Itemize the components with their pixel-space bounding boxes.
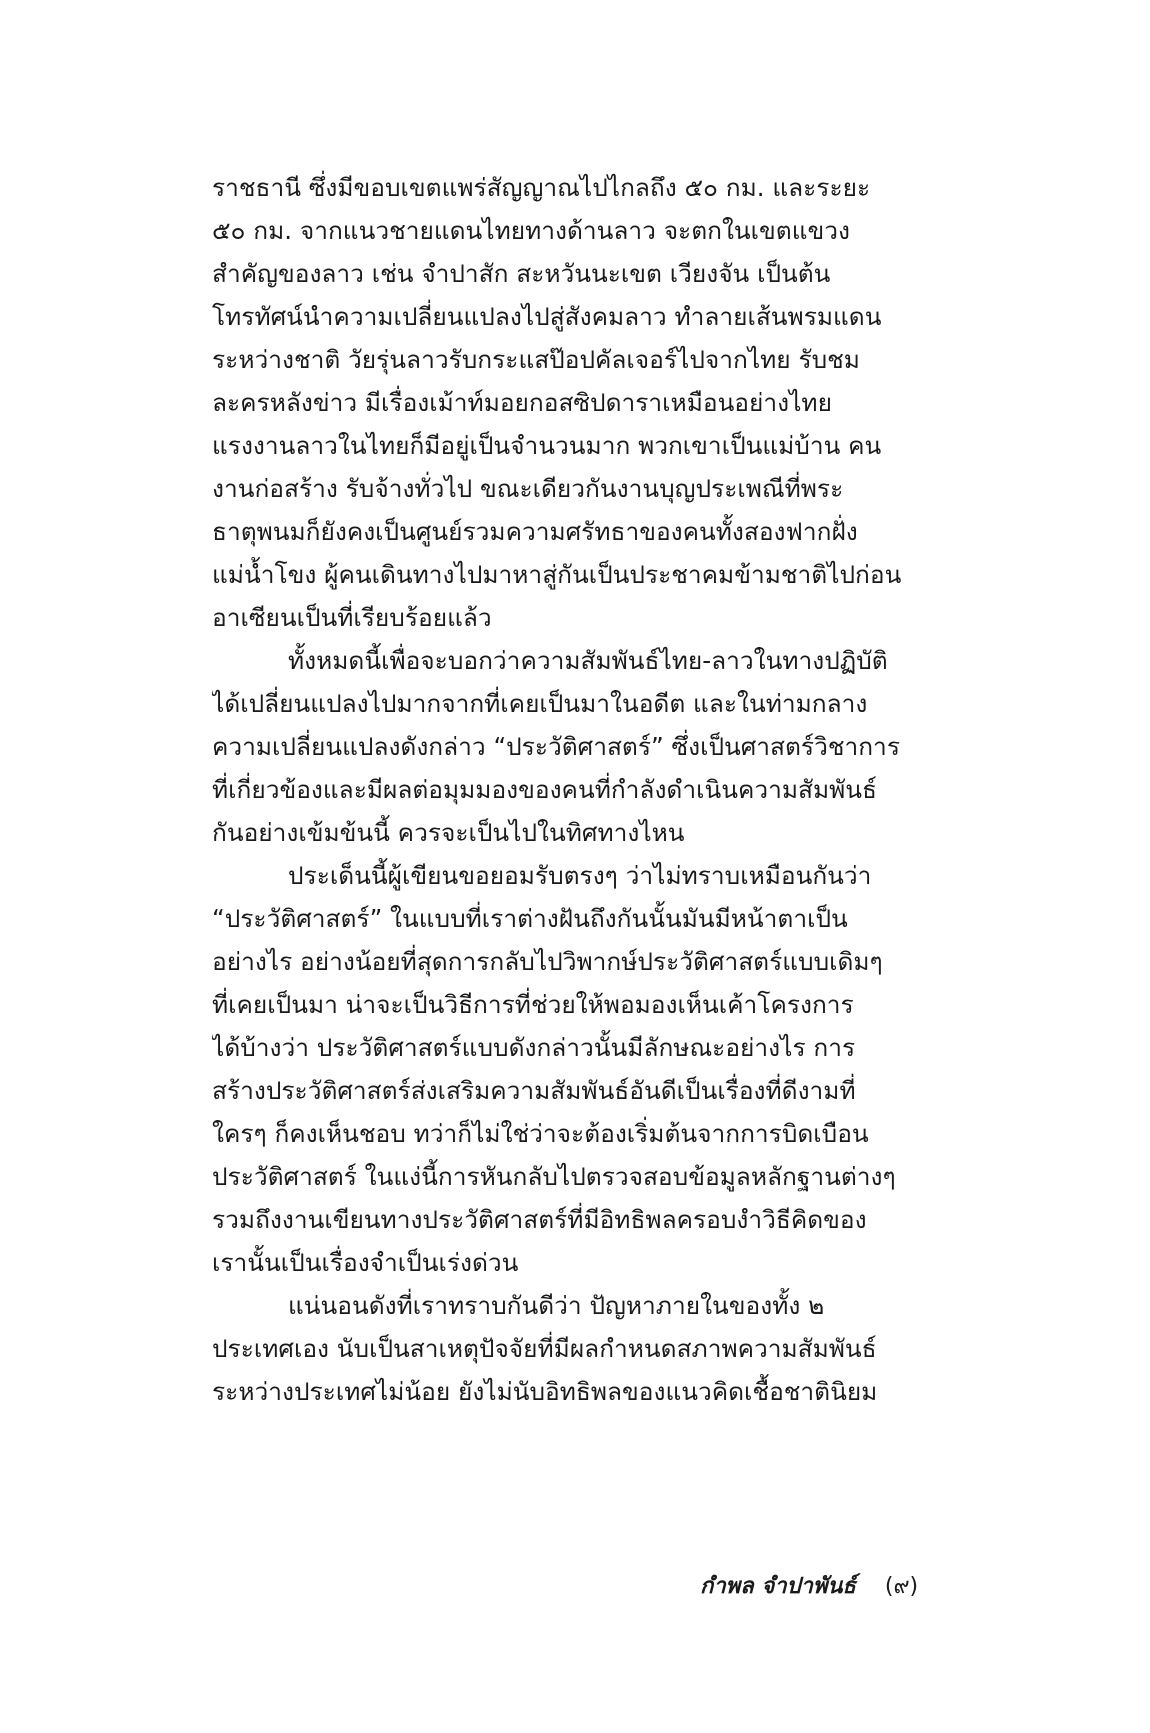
text-line: เรานั้นเป็นเรื่องจำเป็นเร่งด่วน [212,1248,519,1277]
text-line: แรงงานลาวในไทยก็มีอยู่เป็นจำนวนมาก พวกเขาเป็นแม่บ้าน คน [212,431,882,460]
text-line: ประเทศเอง นับเป็นสาเหตุปัจจัยที่มีผลกำหนดสภาพความสัมพันธ์ [212,1334,877,1363]
text-line: งานก่อสร้าง รับจ้างทั่วไป ขณะเดียวกันงานบุญประเพณีที่พระ [212,474,844,503]
body-text [212,166,974,1413]
text-line: ประเด็นนี้ผู้เขียนขอยอมรับตรงๆ ว่าไม่ทราบเหมือนกันว่า [288,861,872,890]
text-line: กันอย่างเข้มข้นนี้ ควรจะเป็นไปในทิศทางไหน [212,818,685,847]
text-line: แน่นอนดังที่เราทราบกันดีว่า ปัญหาภายในของทั้ง ๒ [288,1291,825,1320]
text-line: ได้บ้างว่า ประวัติศาสตร์แบบดังกล่าวนั้นมีลักษณะอย่างไร การ [212,1033,856,1062]
text-line: อาเซียนเป็นที่เรียบร้อยแล้ว [212,603,492,632]
text-line: ที่เคยเป็นมา น่าจะเป็นวิธีการที่ช่วยให้พอมองเห็นเค้าโครงการ [212,990,854,1019]
text-line: ความเปลี่ยนแปลงดังกล่าว “ประวัติศาสตร์” ซึ่งเป็นศาสตร์วิชาการ [212,732,900,761]
text-line: ใครๆ ก็คงเห็นชอบ ทว่าก็ไม่ใช่ว่าจะต้องเริ่มต้นจากการบิดเบือน [212,1119,869,1148]
text-line: ระหว่างประเทศไม่น้อย ยังไม่นับอิทธิพลของแนวคิดเชื้อชาตินิยม [212,1377,878,1406]
page-number: (๙) [884,1574,919,1599]
text-line: ละครหลังข่าว มีเรื่องเม้าท์มอยกอสซิปดาราเหมือนอย่างไทย [212,388,832,417]
text-line: รวมถึงงานเขียนทางประวัติศาสตร์ที่มีอิทธิพลครอบงำวิธีคิดของ [212,1205,867,1234]
text-line: สร้างประวัติศาสตร์ส่งเสริมความสัมพันธ์อันดีเป็นเรื่องที่ดีงามที่ [212,1076,856,1105]
footer-author: กำพล จำปาพันธ์ [700,1574,856,1599]
text-line: “ประวัติศาสตร์” ในแบบที่เราต่างฝันถึงกันนั้นมันมีหน้าตาเป็น [212,904,848,933]
text-line: อย่างไร อย่างน้อยที่สุดการกลับไปวิพากษ์ประวัติศาสตร์แบบเดิมๆ [212,947,883,976]
page-footer [700,1567,1000,1607]
text-line: ที่เกี่ยวข้องและมีผลต่อมุมมองของคนที่กำลังดำเนินความสัมพันธ์ [212,775,877,804]
text-line: โทรทัศน์นำความเปลี่ยนแปลงไปสู่สังคมลาว ทำลายเส้นพรมแดน [212,302,882,331]
text-line: แม่น้ำโขง ผู้คนเดินทางไปมาหาสู่กันเป็นประชาคมข้ามชาติไปก่อน [212,560,902,589]
text-line: ทั้งหมดนี้เพื่อจะบอกว่าความสัมพันธ์ไทย-ลาวในทางปฏิบัติ [288,646,888,675]
text-line: ประวัติศาสตร์ ในแง่นี้การหันกลับไปตรวจสอบข้อมูลหลักฐานต่างๆ [212,1162,896,1191]
text-line: ธาตุพนมก็ยังคงเป็นศูนย์รวมความศรัทธาของคนทั้งสองฟากฝั่ง [212,517,858,546]
text-line: สำคัญของลาว เช่น จำปาสัก สะหวันนะเขต เวียงจัน เป็นต้น [212,259,831,288]
text-line: ได้เปลี่ยนแปลงไปมากจากที่เคยเป็นมาในอดีต และในท่ามกลาง [212,689,868,718]
text-line: ระหว่างชาติ วัยรุ่นลาวรับกระแสป๊อปคัลเจอร์ไปจากไทย รับชม [212,345,860,374]
text-line: ๕๐ กม. จากแนวชายแดนไทยทางด้านลาว จะตกในเขตแขวง [212,216,850,245]
text-line: ราชธานี ซึ่งมีขอบเขตแพร่สัญญาณไปไกลถึง ๕๐ กม. และระยะ [212,173,871,202]
